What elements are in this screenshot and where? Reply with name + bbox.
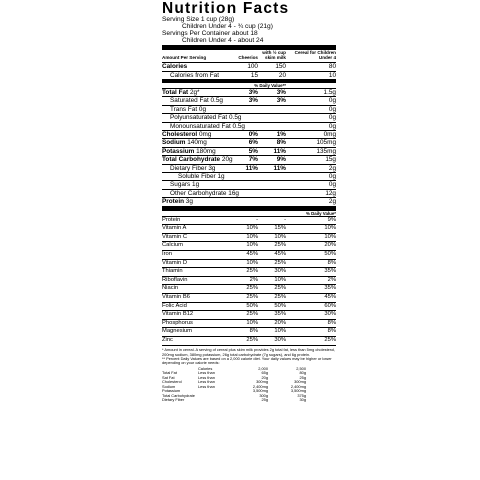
- skim-dv: 9%: [276, 156, 286, 164]
- daily-table-cell: 25g: [261, 397, 268, 403]
- cheerios-dv: [230, 114, 258, 121]
- vitamin-label: Magnesium: [162, 328, 192, 335]
- skim-value: 20: [278, 71, 286, 79]
- cheerios-dv: 10%: [246, 259, 258, 266]
- vitamin-row: [162, 319, 336, 328]
- children-dv: 35%: [324, 268, 336, 275]
- vitamin-row: [162, 293, 336, 302]
- serving-size: Serving Size 1 cup (28g): [162, 16, 235, 23]
- label-title: Nutrition Facts: [162, 0, 290, 17]
- cheerios-dv: 0%: [248, 130, 258, 138]
- cheerios-dv: [230, 190, 258, 197]
- children-dv: 2%: [327, 276, 336, 283]
- children-value: 0g: [328, 122, 336, 130]
- skim-dv: [258, 181, 286, 188]
- skim-dv: 30%: [274, 336, 286, 343]
- skim-dv: 15%: [274, 225, 286, 232]
- calories-row: [162, 71, 336, 79]
- cheerios-dv: 25%: [246, 285, 258, 292]
- cheerios-dv: [230, 181, 258, 188]
- nutrient-row: [162, 88, 336, 96]
- nutrient-name: Sugars: [170, 181, 193, 189]
- skim-dv: 25%: [274, 285, 286, 292]
- nutrient-amount: 0.5g: [232, 122, 245, 130]
- nutrient-row: [162, 189, 336, 197]
- daily-value-header: % Daily Value**: [162, 82, 336, 88]
- children-value: 0g: [328, 97, 336, 105]
- row-label: Calories from Fat: [170, 71, 220, 79]
- nutrient-amount: 0.5g: [228, 114, 242, 122]
- nutrient-label: [162, 114, 242, 122]
- daily-table-cell: Potassium: [162, 388, 181, 394]
- vitamin-row: [162, 216, 336, 225]
- nutrient-amount: 0mg: [198, 130, 212, 138]
- daily-table-cell: Total Carbohydrate: [162, 392, 195, 398]
- calories-row: [162, 63, 336, 70]
- nutrient-row: [162, 113, 336, 121]
- cheerios-dv: 50%: [246, 302, 258, 309]
- vitamin-row: [162, 267, 336, 276]
- daily-table-cell: [198, 398, 230, 403]
- vitamin-label: Calcium: [162, 242, 183, 249]
- children-value: 0g: [328, 105, 336, 113]
- daily-values-table: [162, 367, 336, 403]
- skim-dv: 30%: [274, 268, 286, 275]
- skim-dv: 10%: [274, 276, 286, 283]
- nutrient-amount: 3g: [208, 164, 216, 172]
- daily-table-cell: Dietary Fiber: [162, 397, 185, 403]
- nutrient-name: Trans Fat: [170, 105, 199, 113]
- skim-dv: 3%: [276, 88, 286, 96]
- skim-dv: 50%: [274, 302, 286, 309]
- daily-table-cell: Less than: [198, 383, 215, 389]
- children-dv: 50%: [324, 250, 336, 257]
- nutrient-name: Soluble Fiber: [178, 172, 218, 180]
- nutrient-label: [162, 181, 230, 188]
- nutrient-label: [162, 89, 230, 96]
- daily-table-cell: Less than: [198, 379, 215, 385]
- nutrient-row: [162, 164, 336, 172]
- cheerios-dv: [230, 123, 258, 130]
- cheerios-dv: 45%: [246, 250, 258, 257]
- nutrient-label: [162, 198, 230, 205]
- vitamin-label: Protein: [162, 216, 181, 223]
- cheerios-dv: 3%: [248, 97, 258, 105]
- nutrient-name: Other Carbohydrate: [170, 189, 229, 197]
- cheerios-dv: 10%: [246, 225, 258, 232]
- children-value: 105mg: [316, 139, 336, 147]
- cheerios-header: Cheerios: [238, 54, 258, 60]
- cheerios-dv: 10%: [246, 319, 258, 326]
- nutrient-label: [162, 131, 230, 138]
- daily-table-cell: 2,500: [296, 365, 306, 371]
- skim-dv: [258, 123, 286, 130]
- skim-dv: 8%: [276, 139, 286, 147]
- daily-table-cell: 300g: [259, 392, 268, 398]
- nutrient-row: [162, 180, 336, 188]
- daily-table-cell: 65g: [261, 370, 268, 376]
- nutrient-row: [162, 130, 336, 138]
- skim-dv: 10%: [274, 233, 286, 240]
- daily-table-cell: Less than: [198, 374, 215, 380]
- daily-table-cell: 20g: [261, 374, 268, 380]
- vitamin-row: [162, 241, 336, 250]
- cheerios-dv: [230, 106, 258, 113]
- skim-dv: [258, 173, 286, 180]
- skim-dv: 25%: [274, 259, 286, 266]
- nutrient-label: [162, 106, 230, 113]
- divider-bottom: [162, 345, 336, 346]
- vitamin-row: [162, 224, 336, 233]
- skim-dv: 1%: [276, 130, 286, 138]
- nutrient-amount: 180mg: [196, 147, 216, 155]
- daily-table-cell: 300mg: [256, 379, 268, 385]
- vitamin-label: Thiamin: [162, 268, 183, 275]
- amount-per-serving-header: Amount Per Serving: [162, 54, 207, 60]
- nutrient-amount: 0g: [198, 105, 206, 113]
- cheerios-dv: 25%: [246, 268, 258, 275]
- nutrient-name: Saturated Fat: [170, 97, 211, 105]
- children-dv: 8%: [327, 328, 336, 335]
- vitamin-label: Vitamin A: [162, 225, 187, 232]
- servings-per-container-children: Children Under 4 - about 24: [182, 37, 264, 44]
- skim-dv: 45%: [274, 250, 286, 257]
- nutrient-amount: 1g: [192, 181, 200, 189]
- children-dv: 8%: [327, 259, 336, 266]
- nutrient-name: Dietary Fiber: [170, 164, 209, 172]
- daily-value-header-2: % Daily Value*: [305, 210, 336, 216]
- cheerios-value: 15: [250, 71, 258, 79]
- children-value: 2g: [328, 198, 336, 206]
- nutrient-name: Protein: [162, 198, 186, 206]
- children-dv: 30%: [324, 311, 336, 318]
- vitamin-label: Vitamin C: [162, 233, 188, 240]
- daily-table-cell: Sodium: [162, 383, 176, 389]
- children-dv: 10%: [324, 233, 336, 240]
- skim-dv: [258, 190, 286, 197]
- nutrient-row: [162, 122, 336, 130]
- daily-table-cell: 375g: [297, 392, 306, 398]
- servings-per-container: Servings Per Container about 18: [162, 30, 258, 37]
- skim-dv: -: [284, 216, 286, 223]
- children-dv: 8%: [327, 319, 336, 326]
- nutrition-label: [162, 0, 336, 480]
- vitamin-label: Niacin: [162, 285, 179, 292]
- vitamin-row: [162, 259, 336, 268]
- skim-dv: 20%: [274, 319, 286, 326]
- cheerios-dv: 6%: [248, 139, 258, 147]
- footnote-amount: * Amount in cereal. A serving of cereal plus skim milk provides 2g total fat, less than 5mg cholesterol, 200mg sodium, 380mg potassium, 26g total carbohydrate (7g sugars), and 6g protein.: [162, 347, 336, 357]
- column-headers: [162, 51, 336, 61]
- nutrient-label: [162, 97, 230, 104]
- nutrient-name: Cholesterol: [162, 130, 199, 138]
- skim-dv: 11%: [273, 147, 286, 155]
- nutrient-row: [162, 172, 336, 180]
- nutrient-amount: 0.5g: [210, 97, 223, 105]
- skim-dv: 3%: [276, 97, 286, 105]
- children-value: 80: [328, 63, 336, 71]
- nutrient-name: Potassium: [162, 147, 197, 155]
- skim-milk-header: with ½ cup skim milk: [262, 50, 286, 60]
- children-dv: 35%: [324, 285, 336, 292]
- nutrient-name: Total Carbohydrate: [162, 156, 222, 164]
- calories-section: [162, 63, 336, 79]
- daily-values-grid: [162, 367, 336, 403]
- nutrient-label: [162, 189, 239, 197]
- skim-dv: [258, 198, 286, 205]
- children-value: 1.5g: [323, 88, 336, 96]
- children-dv: 25%: [324, 336, 336, 343]
- vitamin-label: Phosphorus: [162, 319, 193, 326]
- daily-table-cell: Calories: [198, 365, 213, 371]
- skim-dv: 25%: [274, 242, 286, 249]
- cheerios-dv: 8%: [249, 328, 258, 335]
- daily-table-cell: 2,400mg: [290, 383, 306, 389]
- nutrient-name: Monounsaturated Fat: [170, 122, 233, 130]
- skim-dv: [258, 106, 286, 113]
- cheerios-dv: 10%: [246, 233, 258, 240]
- skim-dv: 11%: [273, 164, 286, 172]
- vitamin-row: [162, 327, 336, 336]
- nutrient-label: [162, 148, 230, 155]
- daily-table-cell: 80g: [299, 370, 306, 376]
- nutrient-amount: 16g: [228, 189, 239, 197]
- nutrient-amount: 1g: [217, 172, 225, 180]
- daily-table-cell: 300mg: [294, 379, 306, 385]
- children-value: 0g: [328, 181, 336, 189]
- vitamin-label: Riboflavin: [162, 276, 188, 283]
- nutrient-name: Total Fat: [162, 88, 190, 96]
- vitamin-row: [162, 310, 336, 319]
- vitamins-section: [162, 216, 336, 345]
- skim-dv: [258, 114, 286, 121]
- nutrient-label: [162, 122, 245, 130]
- nutrient-label: [162, 156, 233, 164]
- footnote-percent: ** Percent Daily Values are based on a 2,000 calorie diet. Your daily values may be higher or lower depending on your calorie needs:: [162, 355, 332, 366]
- daily-table-cell: 3,500mg: [252, 388, 268, 394]
- skim-dv: 10%: [274, 328, 286, 335]
- children-value: 15g: [325, 156, 336, 164]
- vitamin-label: Vitamin B6: [162, 293, 190, 300]
- cheerios-dv: 2%: [249, 276, 258, 283]
- nutrient-amount: 20g: [221, 156, 233, 164]
- daily-table-cell: 3,500mg: [290, 388, 306, 394]
- nutrient-label: [162, 173, 230, 180]
- cheerios-dv: 11%: [245, 164, 258, 172]
- nutrient-label: [162, 139, 230, 146]
- vitamin-label: Vitamin D: [162, 259, 188, 266]
- vitamin-label: Zinc: [162, 336, 173, 343]
- vitamin-row: [162, 250, 336, 259]
- children-value: 12g: [325, 189, 336, 197]
- daily-table-cell: 30g: [299, 397, 306, 403]
- children-value: 10: [328, 71, 336, 79]
- nutrient-amount: 3g: [185, 198, 193, 206]
- daily-table-cell: 25g: [299, 374, 306, 380]
- daily-table-cell: 2,400mg: [252, 383, 268, 389]
- nutrient-row: [162, 197, 336, 205]
- vitamin-label: Vitamin B12: [162, 311, 194, 318]
- daily-table-cell: 2,000: [258, 365, 268, 371]
- vitamin-row: [162, 302, 336, 311]
- nutrient-row: [162, 96, 336, 104]
- vitamin-row: [162, 336, 336, 345]
- daily-table-cell: Sat Fat: [162, 374, 175, 380]
- children-value: 2g: [328, 164, 336, 172]
- cheerios-dv: 7%: [248, 156, 258, 164]
- daily-table-cell: Cholesterol: [162, 379, 182, 385]
- children-value: 0g: [328, 172, 336, 180]
- children-value: 0mg: [323, 130, 336, 138]
- nutrient-row: [162, 138, 336, 146]
- nutrient-row: [162, 105, 336, 113]
- daily-table-cell: Total Fat: [162, 370, 177, 376]
- cheerios-dv: 25%: [246, 293, 258, 300]
- skim-dv: 25%: [274, 293, 286, 300]
- cheerios-dv: -: [256, 216, 258, 223]
- nutrient-label: [162, 165, 230, 172]
- cheerios-value: 100: [247, 63, 258, 71]
- cheerios-dv: 25%: [246, 311, 258, 318]
- serving-size-children: Children Under 4 - ¾ cup (21g): [182, 23, 273, 30]
- children-dv: 45%: [324, 293, 336, 300]
- vitamin-row: [162, 233, 336, 242]
- skim-value: 150: [275, 63, 286, 71]
- vitamin-label: Iron: [162, 250, 172, 257]
- nutrient-amount: 2g*: [189, 88, 200, 96]
- cheerios-dv: 5%: [248, 147, 258, 155]
- nutrient-row: [162, 155, 336, 163]
- children-dv: 60%: [324, 302, 336, 309]
- children-dv: 9%: [327, 216, 336, 223]
- cheerios-dv: 25%: [246, 336, 258, 343]
- row-label: Calories: [162, 63, 188, 71]
- vitamin-label: Folic Acid: [162, 302, 187, 309]
- children-header: Cereal for Children Under 4: [294, 50, 336, 60]
- nutrient-name: Sodium: [162, 139, 188, 147]
- cheerios-dv: [230, 198, 258, 205]
- children-dv: 20%: [324, 242, 336, 249]
- cheerios-dv: [230, 173, 258, 180]
- children-value: 0g: [328, 114, 336, 122]
- daily-table-cell: Less than: [198, 370, 215, 376]
- nutrients-section: [162, 88, 336, 206]
- nutrient-row: [162, 147, 336, 155]
- skim-dv: 35%: [274, 311, 286, 318]
- vitamin-row: [162, 284, 336, 293]
- cheerios-dv: 10%: [246, 242, 258, 249]
- children-value: 135mg: [316, 147, 336, 155]
- nutrient-amount: 140mg: [187, 139, 207, 147]
- nutrient-name: Polyunsaturated Fat: [170, 114, 229, 122]
- vitamin-row: [162, 276, 336, 285]
- cheerios-dv: 3%: [248, 88, 258, 96]
- children-dv: 10%: [324, 225, 336, 232]
